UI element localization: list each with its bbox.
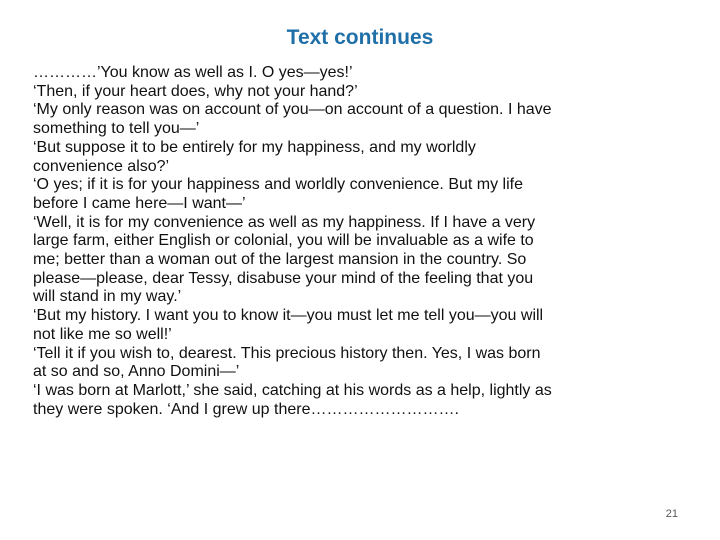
paragraph: ‘But my history. I want you to know it—you must let me tell you—you will not like me so well!’ [33,307,544,343]
paragraph: ‘O yes; if it is for your happiness and worldly convenience. But my life before I came here—I want—’ [33,176,523,212]
paragraph: ‘Tell it if you wish to, dearest. This precious history then. Yes, I was born at so and so, Anno Domini—’ [33,344,541,381]
body-text [33,64,553,419]
slide-title: Text continues [286,26,434,49]
page-number: 21 [665,508,678,520]
paragraph: ‘Well, it is for my convenience as well as my happiness. If I have a very large farm, either English or colonial, you will be invaluable as a wife to me; better than a woman out of the largest mansion in the country. So please—please, dear Tessy, disabuse your mind of the feeling that you will stand in my way.’ [33,213,536,306]
paragraph: ‘But suppose it to be entirely for my happiness, and my worldly convenience also?’ [33,138,476,175]
paragraph: ‘My only reason was on account of you—on account of a question. I have something to tell you—’ [33,101,552,138]
paragraph: ‘Then, if your heart does, why not your hand?’ [33,82,358,100]
paragraph: ‘I was born at Marlott,’ she said, catching at his words as a help, lightly as they were spoken. ‘And I grew up there………………………. [33,381,552,418]
paragraph: …………’You know as well as I. O yes—yes!’ [33,64,353,81]
